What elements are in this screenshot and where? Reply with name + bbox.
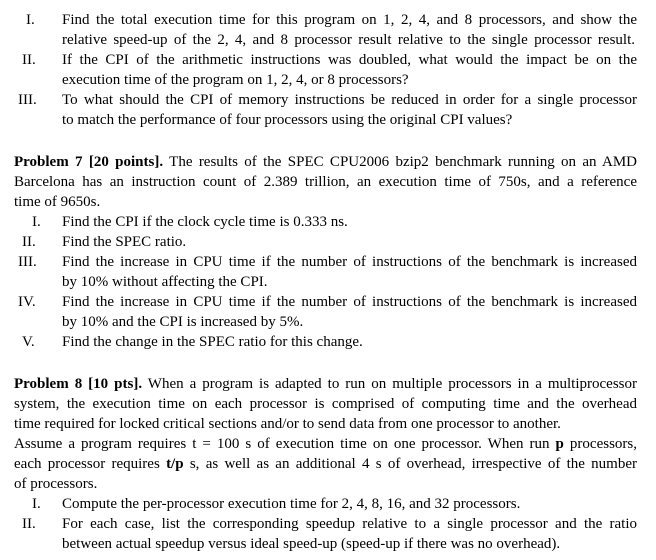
list-number: IV. <box>18 294 36 310</box>
problem-8-text: time required for locked critical sections and/or to send data from one processor to another. <box>14 416 561 432</box>
problem-7-text: Barcelona has an instruction count of 2.389 trillion, an execution time of 750s, and a reference <box>14 174 637 190</box>
list-item-text: If the CPI of the arithmetic instructions was doubled, what would the impact be on the <box>62 52 637 68</box>
problem-8-text: processors, <box>563 436 637 452</box>
list-item-text: Compute the per-processor execution time for 2, 4, 8, 16, and 32 processors. <box>62 496 521 512</box>
list-item-text: to match the performance of four processors using the original CPI values? <box>62 112 513 128</box>
list-item-text: Find the increase in CPU time if the number of instructions of the benchmark is increased <box>62 294 637 310</box>
problem-8-text-line <box>14 434 637 454</box>
list-item-text: relative speed-up of the 2, 4, and 8 processor result relative to the single processor result. <box>62 32 635 48</box>
list-item-text: by 10% and the CPI is increased by 5%. <box>62 314 304 330</box>
list-number: III. <box>18 92 37 108</box>
list-item-text: Find the change in the SPEC ratio for this change. <box>62 334 363 350</box>
list-item-text: Find the CPI if the clock cycle time is 0.333 ns. <box>62 214 348 230</box>
variable-t-over-p: t/p <box>166 456 184 472</box>
list-number: I. <box>32 496 41 512</box>
problem-8-text: Assume a program requires t = 100 s of execution time on one processor. When run <box>14 436 556 452</box>
list-item-text: Find the increase in CPU time if the number of instructions of the benchmark is increased <box>62 254 637 270</box>
list-item-text: execution time of the program on 1, 2, 4, or 8 processors? <box>62 72 409 88</box>
list-item-text: For each case, list the corresponding speedup relative to a single processor and the ratio <box>62 516 637 532</box>
problem-7-text: The results of the SPEC CPU2006 bzip2 benchmark running on an AMD <box>169 154 638 170</box>
list-number: II. <box>22 52 36 68</box>
problem-7-text: time of 9650s. <box>14 194 101 210</box>
list-number: I. <box>32 214 41 230</box>
problem-8-intro <box>14 374 637 394</box>
list-number: V. <box>22 334 35 350</box>
list-number: II. <box>22 234 36 250</box>
list-item-text: by 10% without affecting the CPI. <box>62 274 268 290</box>
variable-p: p <box>555 436 564 452</box>
problem-7-intro <box>14 152 637 172</box>
problem-8-text: s, as well as an additional 4 s of overhead, irrespective of the number <box>183 456 637 472</box>
problem-7-title: Problem 7 [20 points]. <box>14 154 164 170</box>
list-number: III. <box>18 254 37 270</box>
list-item-text: Find the SPEC ratio. <box>62 234 187 250</box>
problem-8-text-line <box>14 454 637 474</box>
list-number: I. <box>26 12 35 28</box>
list-item-text: Find the total execution time for this program on 1, 2, 4, and 8 processors, and show the <box>62 12 637 28</box>
problem-8-text: of processors. <box>14 476 98 492</box>
list-item-text: To what should the CPI of memory instructions be reduced in order for a single processor <box>62 92 637 108</box>
problem-8-text: When a program is adapted to run on multiple processors in a multiprocessor <box>147 376 637 392</box>
problem-8-text: system, the execution time on each processor is comprised of computing time and the overhead <box>14 396 637 412</box>
problem-8-title: Problem 8 [10 pts]. <box>14 376 143 392</box>
list-number: II. <box>22 516 36 532</box>
problem-8-text: each processor requires <box>14 456 167 472</box>
list-item-text: between actual speedup versus ideal speed-up (speed-up if there was no overhead). <box>62 536 561 552</box>
